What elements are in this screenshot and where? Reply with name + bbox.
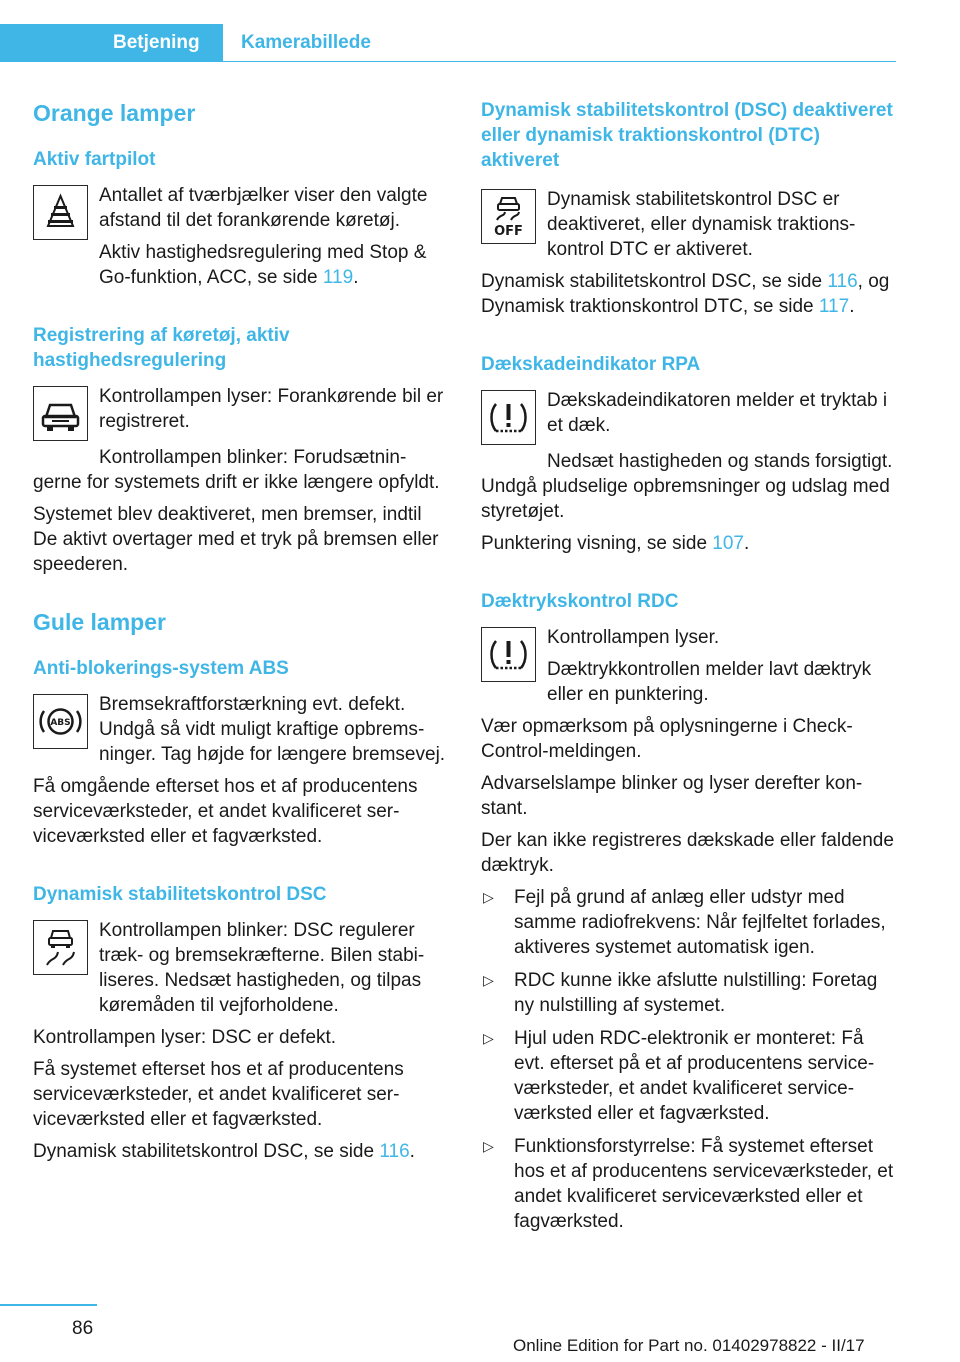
page-link-107[interactable]: 107 [712, 533, 744, 554]
rdc-text-2: Dæktrykkontrollen melder lavt dæktryk eller en punktering. [547, 659, 872, 705]
list-item: ▷ Fejl på grund af anlæg eller udstyr med samme radiofrekvens: Når fejlfeltet forlades, aktiveres systemet automatisk igen. [483, 887, 886, 958]
heading-acc: Aktiv fartpilot [33, 149, 156, 170]
page-link-116[interactable]: 116 [379, 1141, 410, 1162]
reg-block [33, 384, 448, 444]
heading-dsc: Dynamisk stabilitetskontrol DSC [33, 884, 327, 905]
page-link-119[interactable]: 119 [322, 267, 354, 288]
left-column [33, 98, 448, 1171]
svg-text:ABS: ABS [50, 718, 71, 728]
bullet-triangle-icon: ▷ [483, 889, 494, 905]
reg-text-1: Kontrollampen lyser: Forankørende bil er registreret. [99, 386, 444, 432]
page-header [0, 24, 896, 62]
heading-dsc-off: Dynamisk stabilitetskontrol (DSC) deaktiveret eller dynamisk traktionskontrol (DTC) aktiveret [481, 100, 893, 171]
dsc-text-4: Dynamisk stabilitetskontrol DSC, se side 116. [33, 1141, 415, 1162]
abs-text-1: Bremsekraftforstærkning evt. defekt. Undgå så vidt muligt kraftige opbremsninger. Tag højde for længere bremsevej. [99, 694, 446, 765]
edition-text: Online Edition for Part no. 01402978822 - II/17 [513, 1336, 865, 1355]
reg-text-2: Kontrollampen blinker: Forudsætningerne for systemets drift er ikke længere opfyldt. [33, 447, 440, 493]
heading-orange-lamps: Orange lamper [33, 100, 196, 126]
dsc-off-icon [481, 189, 536, 244]
acc-distance-icon [33, 185, 88, 240]
acc-block [33, 183, 448, 290]
reg-text-3: Systemet blev deaktiveret, men bremser, indtil De aktivt overtager med et tryk på bremsen eller speederen. [33, 504, 439, 575]
rdc-block [481, 625, 896, 707]
rdc-text-1: Kontrollampen lyser. [547, 627, 720, 648]
dscoff-text-2: Dynamisk stabilitetskontrol DSC, se side 116, og Dynamisk traktionskontrol DTC, se side 117. [481, 271, 890, 317]
header-divider [223, 61, 896, 62]
heading-vehicle-detection: Registrering af køretøj, aktiv hastighedsregulering [33, 325, 290, 371]
dsc-text-2: Kontrollampen lyser: DSC er defekt. [33, 1027, 337, 1048]
page-link-117[interactable]: 117 [818, 296, 850, 317]
vehicle-detected-icon [33, 386, 88, 441]
bullet-triangle-icon: ▷ [483, 972, 494, 988]
heading-yellow-lamps: Gule lamper [33, 609, 166, 635]
tire-warning-icon-rdc [481, 627, 536, 682]
rdc-bullet-list [481, 885, 896, 1234]
heading-abs: Anti-blokerings-system ABS [33, 658, 289, 679]
bullet-triangle-icon: ▷ [483, 1030, 494, 1046]
tab-kamerabillede[interactable]: Kamerabillede [241, 32, 371, 53]
list-item: ▷ RDC kunne ikke afslutte nulstilling: Foretag ny nulstilling af systemet. [483, 970, 878, 1016]
bullet-triangle-icon: ▷ [483, 1138, 494, 1154]
dscoff-block [481, 187, 896, 262]
list-item: ▷ Funktionsforstyrrelse: Få systemet efterset hos et af producentens serviceværksteder, et andet kvalificeret serviceværksted eller et fagværksted. [483, 1136, 894, 1232]
dsc-skid-icon [33, 920, 88, 975]
dsc-text-3: Få systemet efterset hos et af producentens serviceværksteder, et andet kvalificeret serviceværksted eller et fagværksted. [33, 1059, 404, 1130]
rpa-text-1: Dækskadeindikatoren melder et tryktab i et dæk. [547, 390, 888, 436]
page-number: 86 [72, 1318, 94, 1339]
abs-text-2: Få omgående efterset hos et af producentens serviceværksteder, et andet kvalificeret serviceværksted eller et fagværksted. [33, 776, 418, 847]
svg-text:OFF: OFF [494, 224, 523, 239]
heading-rpa: Dækskadeindikator RPA [481, 354, 701, 375]
acc-text-1: Antallet af tværbjælker viser den valgte afstand til det forankørende køretøj. [99, 185, 428, 231]
rdc-text-5: Der kan ikke registreres dækskade eller faldende dæktryk. [481, 830, 894, 876]
acc-text-2: Aktiv hastighedsregulering med Stop & Go-funktion, ACC, se side 119. [99, 242, 427, 288]
dsc-text-1: Kontrollampen blinker: DSC regulerer træk- og bremsekræfterne. Bilen stabiliseres. Nedsæt hastigheden, og tilpas køremåden til vejforholdene. [99, 920, 425, 1016]
right-column [481, 98, 896, 1242]
list-item: ▷ Hjul uden RDC-elektronik er monteret: Få evt. efterset på et af producentens serviceværksteder, et andet kvalificeret serviceværksted eller et fagværksted. [483, 1028, 875, 1124]
dsc-block [33, 918, 448, 1018]
abs-block [33, 692, 448, 767]
rpa-text-3: Punktering visning, se side 107. [481, 533, 750, 554]
rpa-text-2: Nedsæt hastigheden og stands forsigtigt. Undgå pludselige opbremsninger og udslag med styretøjet. [481, 451, 893, 522]
footer-divider [0, 1304, 97, 1306]
rdc-text-3: Vær opmærksom på oplysningerne i Check-Control-meldingen. [481, 716, 853, 762]
dscoff-text-1: Dynamisk stabilitetskontrol DSC er deaktiveret, eller dynamisk traktionskontrol DTC er aktiveret. [547, 189, 856, 260]
abs-warning-icon [33, 694, 88, 749]
tire-warning-icon-rpa [481, 390, 536, 445]
rpa-block [481, 388, 896, 448]
rdc-text-4: Advarselslampe blinker og lyser derefter konstant. [481, 773, 863, 819]
page-link-116b[interactable]: 116 [827, 271, 858, 292]
heading-rdc: Dæktrykskontrol RDC [481, 591, 679, 612]
tab-betjening[interactable]: Betjening [0, 24, 223, 62]
